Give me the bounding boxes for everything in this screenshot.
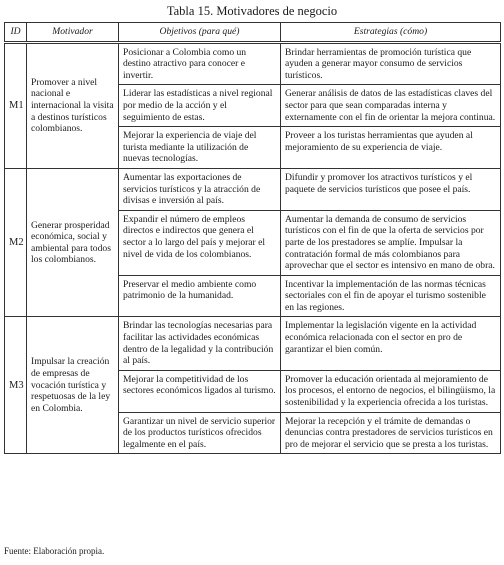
header-objetivos: Objetivos (para qué) bbox=[119, 23, 281, 43]
source-note: Fuente: Elaboración propia. bbox=[4, 546, 105, 556]
header-estrategias: Estrategias (cómo) bbox=[281, 23, 501, 43]
strategy-cell: Aumentar la demanda de consumo de servicios turísticos con el fin de que la oferta de servicios por parte de los prestadores se amplíe. Impulsar la contratación formal de más colombianos para aprovechar que el sector es intensivo en mano de obra. bbox=[281, 210, 501, 275]
motivator-text: Impulsar la creación de empresas de vocación turística y respetuosas de la ley en Colombia. bbox=[27, 317, 119, 454]
motivator-id: M1 bbox=[5, 42, 27, 168]
table-row bbox=[5, 317, 501, 370]
objective-cell: Expandir el número de empleos directos e indirectos que genera el sector a lo largo del país y mejorar el nivel de vida de los colombianos. bbox=[119, 210, 281, 275]
objective-cell: Mejorar la competitividad de los sectores económicos ligados al turismo. bbox=[119, 370, 281, 412]
table-title: Tabla 15. Motivadores de negocio bbox=[166, 4, 338, 18]
motivator-id: M3 bbox=[5, 317, 27, 454]
strategy-cell: Difundir y promover los atractivos turísticos y el paquete de servicios turísticos que posee el país. bbox=[281, 168, 501, 210]
objective-cell: Aumentar las exportaciones de servicios turísticos y la atracción de divisas e inversión al país. bbox=[119, 168, 281, 210]
strategy-cell: Implementar la legislación vigente en la actividad económica relacionada con el sector en pro de garantizar el bien común. bbox=[281, 317, 501, 370]
table-row bbox=[5, 42, 501, 85]
strategy-cell: Brindar herramientas de promoción turística que ayuden a generar mayor consumo de servicios turísticos. bbox=[281, 42, 501, 85]
objective-cell: Preservar el medio ambiente como patrimonio de la humanidad. bbox=[119, 275, 281, 317]
header-id: ID bbox=[5, 23, 27, 43]
strategy-cell: Mejorar la recepción y el trámite de demandas o denuncias contra prestadores de servicios turísticos en pro de mejorar el servicio que se presta a los turistas. bbox=[281, 412, 501, 454]
objective-cell: Liderar las estadísticas a nivel regional por medio de la acción y el seguimiento de estas. bbox=[119, 85, 281, 127]
motivator-text: Promover a nivel nacional e internacional la visita a destinos turísticos colombianos. bbox=[27, 42, 119, 168]
objective-cell: Garantizar un nivel de servicio superior de los productos turísticos ofrecidos legalmente en el país. bbox=[119, 412, 281, 454]
strategy-cell: Generar análisis de datos de las estadísticas claves del sector para que sean comparadas interna y externamente con el fin de orientar la mejora continua. bbox=[281, 85, 501, 127]
table-row bbox=[5, 168, 501, 210]
header-motivador: Motivador bbox=[27, 23, 119, 43]
objective-cell: Brindar las tecnologías necesarias para facilitar las actividades económicas dentro de la legalidad y la contribución al país. bbox=[119, 317, 281, 370]
motivator-id: M2 bbox=[5, 168, 27, 317]
motivator-text: Generar prosperidad económica, social y ambiental para todos los colombianos. bbox=[27, 168, 119, 317]
strategy-cell: Incentivar la implementación de las normas técnicas sectoriales con el fin de apoyar el turismo sostenible en las regiones. bbox=[281, 275, 501, 317]
strategy-cell: Proveer a los turistas herramientas que ayuden al mejoramiento de su experiencia de viaje. bbox=[281, 127, 501, 169]
objective-cell: Posicionar a Colombia como un destino atractivo para conocer e invertir. bbox=[119, 42, 281, 85]
motivadores-table bbox=[4, 22, 501, 454]
objective-cell: Mejorar la experiencia de viaje del turista mediante la utilización de nuevas tecnologías. bbox=[119, 127, 281, 169]
strategy-cell: Promover la educación orientada al mejoramiento de los procesos, el entorno de negocios, el bilingüismo, la sostenibilidad y la experiencia ofrecida a los turistas. bbox=[281, 370, 501, 412]
table-header-row bbox=[5, 23, 501, 43]
